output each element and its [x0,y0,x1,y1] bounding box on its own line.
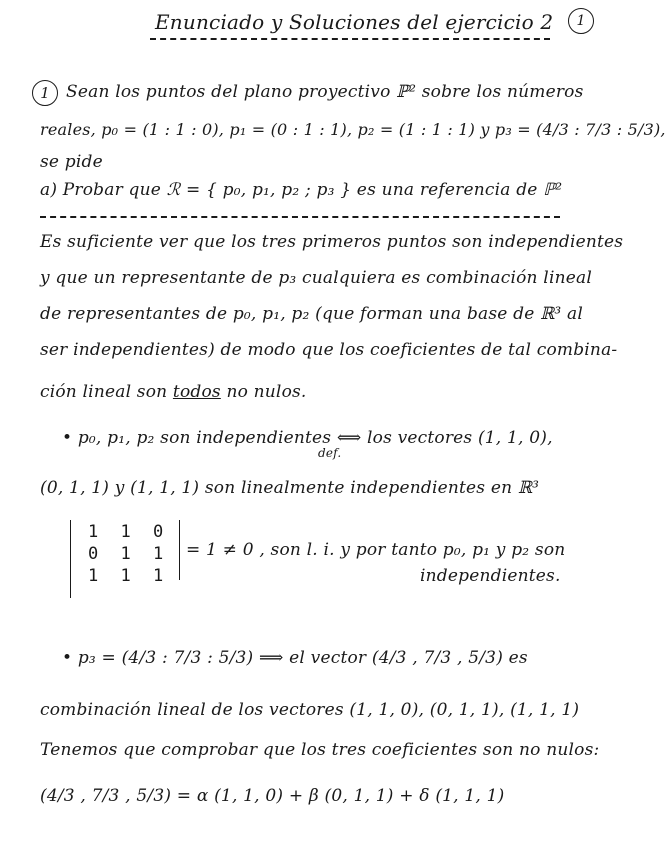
determinant-result: = 1 ≠ 0 , son l. i. y por tanto p₀, p₁ y p₂ son [186,540,566,560]
statement-line-3: se pide [40,152,103,172]
solution-line-5 [40,382,307,402]
equation: (4/3 , 7/3 , 5/3) = α (1, 1, 0) + β (0, 1, 1) + δ (1, 1, 1) [40,786,505,806]
solution-line-4: ser independientes) de modo que los coeficientes de tal combina- [40,340,618,360]
page-title: Enunciado y Soluciones del ejercicio 2 [155,10,554,34]
part-a: a) Probar que ℛ = { p₀, p₁, p₂ ; p₃ } es una referencia de ℙ² [40,180,563,200]
solution-line-5a: ción lineal son [40,382,173,402]
matrix-row-3: 1 1 1 [88,566,170,586]
solution-line-2: y que un representante de p₃ cualquiera es combinación lineal [40,268,592,288]
solution-line-1: Es suficiente ver que los tres primeros puntos son independientes [40,232,624,252]
statement-line-1: Sean los puntos del plano proyectivo ℙ² sobre los números [66,82,584,102]
bullet-2-line-3: Tenemos que comprobar que los tres coeficientes son no nulos: [40,740,600,760]
matrix-right-bar [173,520,180,580]
matrix-left-bar [70,520,77,598]
title-underline [150,38,550,40]
matrix-row-1: 1 1 0 [88,522,170,542]
bullet-2-line-1: • p₃ = (4/3 : 7/3 : 5/3) ⟹ el vector (4/3 , 7/3 , 5/3) es [62,648,528,668]
page-number: 1 [568,8,594,34]
bullet-2-line-2: combinación lineal de los vectores (1, 1, 0), (0, 1, 1), (1, 1, 1) [40,700,580,720]
solution-line-5c: no nulos. [220,382,307,402]
separator-rule [40,216,560,218]
problem-number: 1 [32,80,58,106]
bullet-1-line-1: • p₀, p₁, p₂ son independientes ⟺ los vectores (1, 1, 0), [62,428,553,448]
bullet-1-def: def. [318,446,342,460]
emphasis-todos: todos [172,382,221,402]
solution-line-3: de representantes de p₀, p₁, p₂ (que forman una base de ℝ³ al [40,304,584,324]
bullet-1-line-2: (0, 1, 1) y (1, 1, 1) son linealmente independientes en ℝ³ [40,478,540,498]
matrix-row-2: 0 1 1 [88,544,170,564]
determinant-matrix [70,520,180,600]
statement-line-2: reales, p₀ = (1 : 1 : 0), p₁ = (0 : 1 : 1), p₂ = (1 : 1 : 1) y p₃ = (4/3 : 7/3 : 5/3), [40,120,666,139]
determinant-result-2: independientes. [420,566,561,586]
